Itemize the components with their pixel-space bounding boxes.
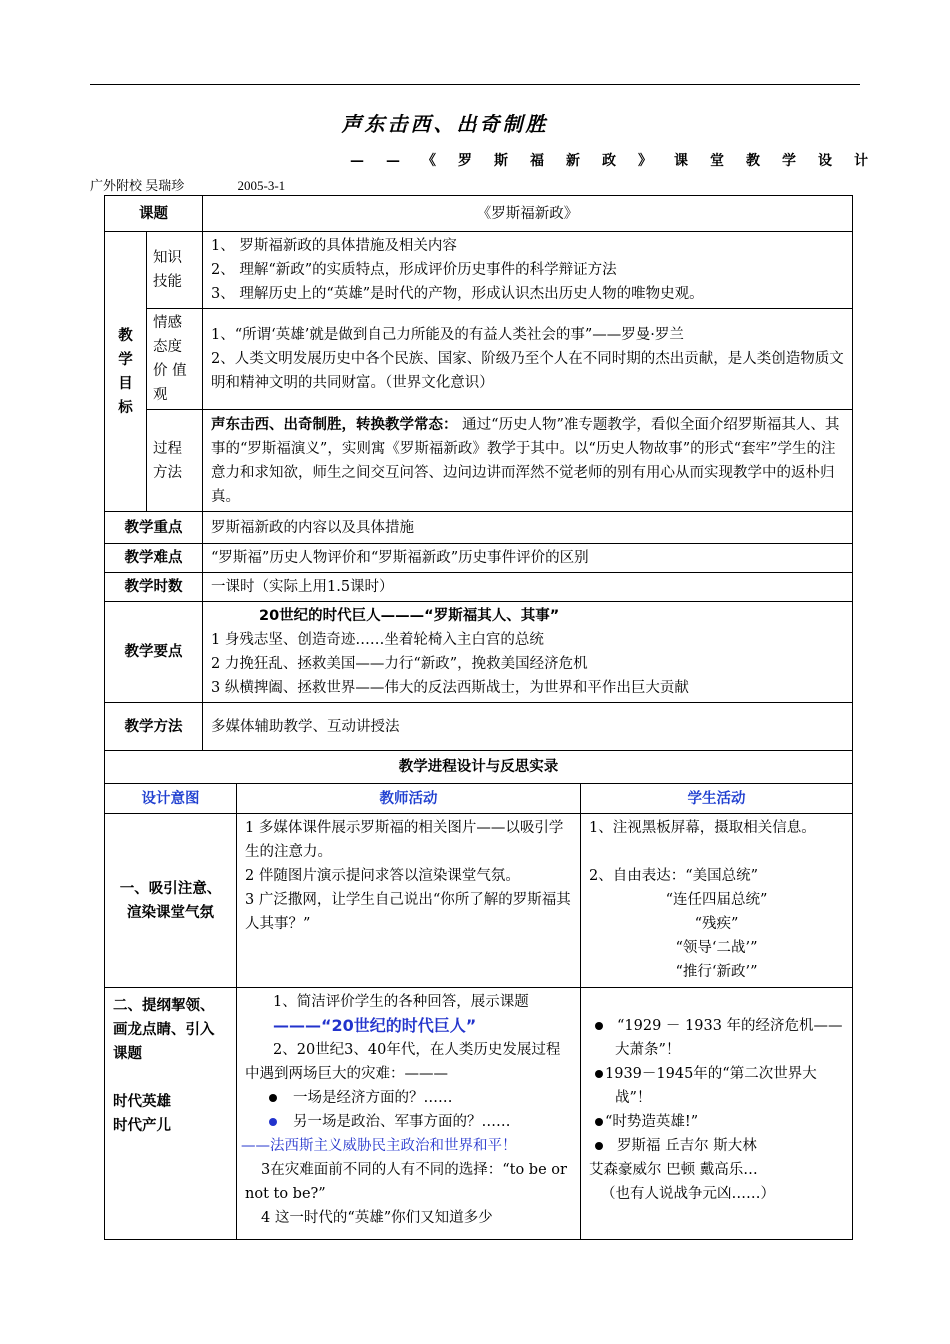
bullet-icon: [595, 1118, 603, 1126]
list-item: “领导‘二战’”: [675, 940, 758, 956]
row2-intent: 二、提纲挈领、 画龙点睛、引入 课题 时代英雄 时代产儿: [105, 988, 237, 1240]
list-item: “时势造英雄!”: [589, 1110, 844, 1134]
lesson-plan-table: [104, 195, 853, 1240]
knowledge-label: 知识 技能: [147, 232, 203, 309]
topic-label: 课题: [105, 196, 203, 232]
list-item: 1、注视黑板屏幕，摄取相关信息。: [589, 820, 816, 836]
points-label: 教学要点: [105, 602, 203, 703]
method-value: 多媒体辅助教学、互动讲授法: [203, 703, 853, 751]
list-item: “1929 － 1933 年的经济危机——大萧条”！: [589, 1014, 844, 1062]
list-item: 4 这一时代的“英雄”你们又知道多少: [261, 1210, 493, 1226]
key-label: 教学重点: [105, 512, 203, 544]
topic-value: 《罗斯福新政》: [203, 196, 853, 232]
list-item: 2、20世纪3、40年代，在人类历史发展过程中遇到两场巨大的灾难：———: [245, 1042, 561, 1082]
list-item: 1、“所谓‘英雄’就是做到自己力所能及的有益人类社会的事”——罗曼·罗兰: [211, 327, 684, 343]
list-item: 1、 罗斯福新政的具体措施及相关内容: [211, 238, 457, 254]
col-header-intent: 设计意图: [105, 784, 237, 814]
header-rule: [90, 84, 860, 85]
goal-label: 教 学 目 标: [105, 232, 147, 512]
list-item: 另一场是政治、军事方面的？……: [245, 1110, 572, 1134]
list-item: 2、自由表达：“美国总统”: [589, 868, 759, 884]
key-value: 罗斯福新政的内容以及具体措施: [203, 512, 853, 544]
author-line: [90, 175, 285, 194]
list-item: 3 纵横捭阖、拯救世界——伟大的反法西斯战士，为世界和平作出巨大贡献: [211, 680, 689, 696]
row1-teacher: [237, 814, 581, 988]
knowledge-items: [203, 232, 853, 309]
school-author: 广外附校 吴瑞珍: [90, 178, 185, 193]
hours-label: 教学时数: [105, 573, 203, 602]
difficulty-label: 教学难点: [105, 544, 203, 573]
row2-teacher: [237, 988, 581, 1240]
list-item: “残疾”: [694, 916, 739, 932]
list-item: 2、人类文明发展历史中各个民族、国家、阶级乃至个人在不同时期的杰出贡献，是人类创造物质文明和精神文明的共同财富。（世界文化意识）: [211, 351, 844, 391]
teacher-title: ———“20世纪的时代巨人”: [273, 1016, 477, 1035]
bullet-icon: [269, 1118, 277, 1126]
points-heading: 20世纪的时代巨人———“罗斯福其人、其事”: [259, 608, 560, 624]
list-item: 2、 理解“新政”的实质特点，形成评价历史事件的科学辩证方法: [211, 262, 617, 278]
col-header-teacher: 教师活动: [237, 784, 581, 814]
section-title: 教学进程设计与反思实录: [105, 751, 853, 784]
list-item: 一场是经济方面的？……: [245, 1086, 572, 1110]
row1-intent: 一、吸引注意、 渲染课堂气氛: [105, 814, 237, 988]
hours-value: 一课时（实际上用1.5课时）: [203, 573, 853, 602]
bullet-icon: [595, 1142, 603, 1150]
list-item: 1、简洁评价学生的各种回答，展示课题: [273, 994, 529, 1010]
page-subtitle: ——《罗斯福新政》课堂教学设计: [350, 153, 890, 169]
list-item: （也有人说战争元凶……）: [601, 1186, 775, 1202]
list-item: 3 广泛撒网，让学生自己说出“你所了解的罗斯福其人其事？”: [245, 892, 571, 932]
row2-student: [581, 988, 853, 1240]
list-item: 2 力挽狂乱、拯救美国——力行“新政”，挽救美国经济危机: [211, 656, 588, 672]
list-item: 1 身残志坚、创造奇迹……坐着轮椅入主白宫的总统: [211, 632, 544, 648]
list-item: 艾森豪威尔 巴顿 戴高乐…: [589, 1162, 758, 1178]
list-item: “推行‘新政’”: [675, 964, 758, 980]
list-item: 1939－1945年的“第二次世界大战”！: [589, 1062, 844, 1110]
process-bold: 声东击西、出奇制胜，转换教学常态：: [211, 416, 458, 433]
row1-student: [581, 814, 853, 988]
list-item: “连任四届总统”: [665, 892, 768, 908]
doc-date: 2005-3-1: [237, 178, 286, 193]
bullet-icon: [269, 1094, 277, 1102]
points-content: [203, 602, 853, 703]
process-label: 过程 方法: [147, 410, 203, 512]
page-title: 声东击西、出奇制胜: [341, 112, 549, 136]
teacher-blue-note: ——法西斯主义威胁民主政治和世界和平！: [241, 1138, 517, 1154]
list-item: 3、 理解历史上的“英雄”是时代的产物，形成认识杰出历史人物的唯物史观。: [211, 286, 704, 302]
list-item: 1 多媒体课件展示罗斯福的相关图片——以吸引学生的注意力。: [245, 820, 564, 860]
list-item: 罗斯福 丘吉尔 斯大林: [589, 1134, 844, 1158]
process-text: 声东击西、出奇制胜，转换教学常态： 通过“历史人物”准专题教学，看似全面介绍罗斯福其人、其事的“罗斯福演义”，实则寓《罗斯福新政》教学于其中。以“历史人物故事”的形式“套牢”学生的注意力和求知欲，师生之间交互问答、边问边讲而浑然不觉老师的别有用心从而实现教学中的返朴归真。: [203, 410, 853, 512]
bullet-icon: [595, 1022, 603, 1030]
emotion-items: [203, 309, 853, 410]
col-header-student: 学生活动: [581, 784, 853, 814]
emotion-label: 情感 态度 价 值 观: [147, 309, 203, 410]
list-item: 3在灾难面前不同的人有不同的选择：“to be or not to be?”: [245, 1162, 567, 1202]
list-item: 2 伴随图片演示提问求答以渲染课堂气氛。: [245, 868, 520, 884]
bullet-icon: [595, 1070, 603, 1078]
method-label: 教学方法: [105, 703, 203, 751]
difficulty-value: “罗斯福”历史人物评价和“罗斯福新政”历史事件评价的区别: [203, 544, 853, 573]
